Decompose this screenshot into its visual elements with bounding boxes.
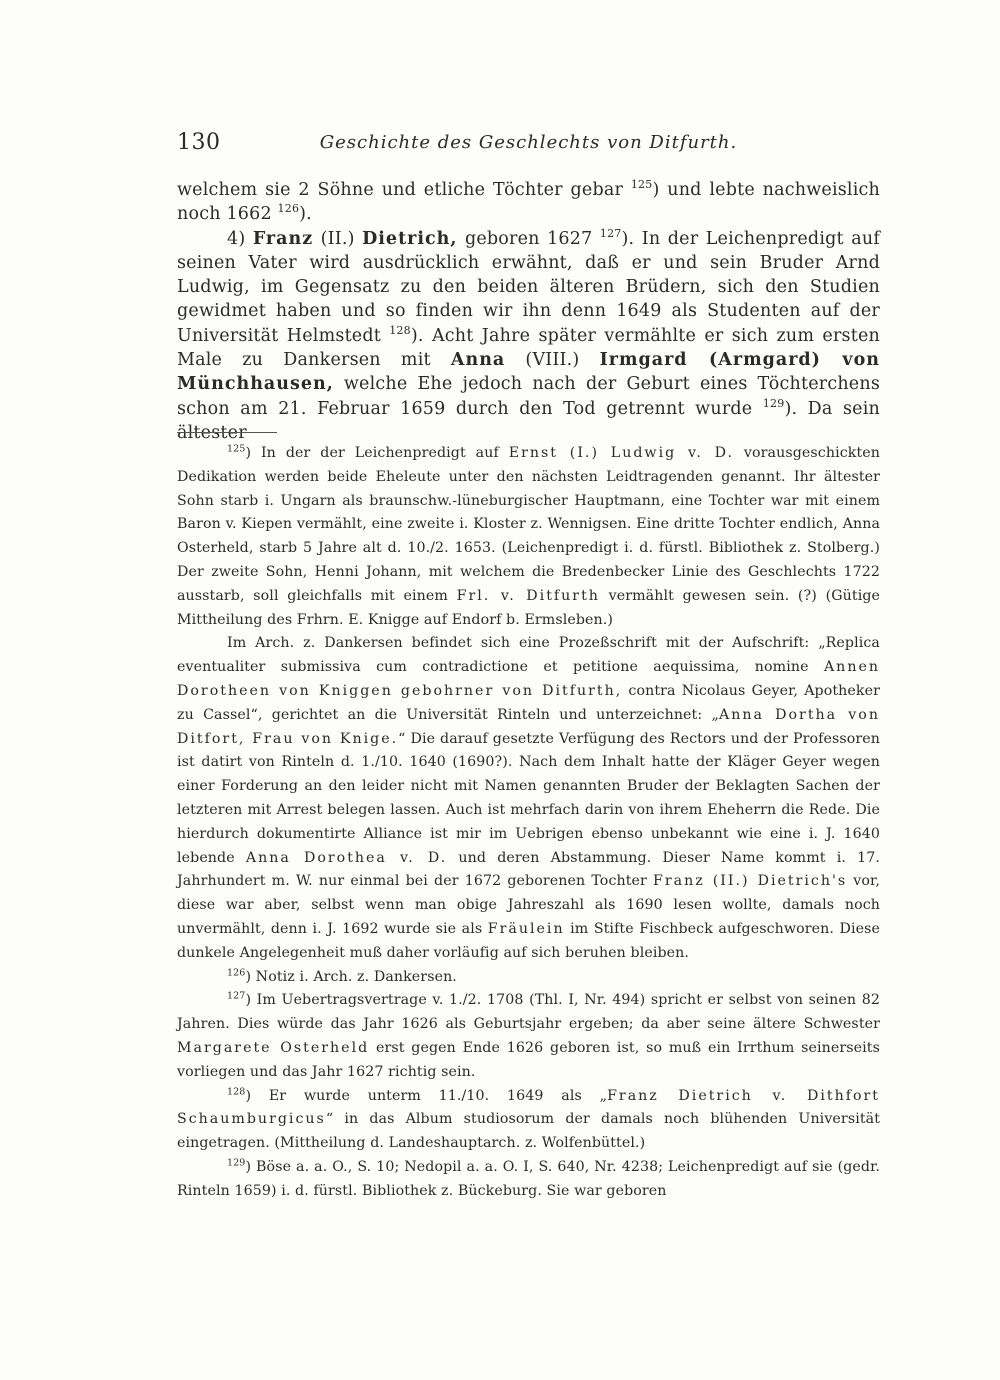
footnote-ref-125[interactable]: 125 (630, 178, 653, 192)
footnote-ref-127[interactable]: 127 (599, 226, 622, 240)
footnote-125-continued: Im Arch. z. Dankersen befindet sich eine Prozeßschrift mit der Aufschrift: „Replica eventualiter submissiva cum contradictione et petitione aequissima, nomine Annen Dorotheen von Kniggen gebohrner von Ditfurth, contra Nicolaus Geyer, Apotheker zu Cassel“, gerichtet an die Universität Rinteln und unterzeichnet: „Anna Dortha von Ditfort, Frau von Knige.“ Die darauf gesetzte Verfügung des Rectors und der Professoren ist datirt von Rinteln d. 1./10. 1640 (1690?). Nach dem Inhalt hatte der Kläger Geyer wegen einer Forderung an den leider nicht mit Namen genannten Bruder der Beklagten Sachen der letzteren mit Arrest belegen lassen. Auch ist mehrfach darin von ihrem Eheherrn die Rede. Die hierdurch dokumentirte Alliance ist mir im Uebrigen ebenso unbekannt wie eine i. J. 1640 lebende Anna Dorothea v. D. und deren Abstammung. Dieser Name kommt i. 17. Jahrhundert m. W. nur einmal bei der 1672 geborenen Tochter Franz (II.) Dietrich's vor, diese war aber, selbst wenn man obige Jahreszahl als 1690 lesen wollte, damals noch unvermählt, denn i. J. 1692 wurde sie als Fräulein im Stifte Fischbeck aufgeschworen. Diese dunkele Angelegenheit muß daher vorläufig auf sich beruhen bleiben. (177, 635, 880, 961)
footnote-126: $^{126}$) Notiz i. Arch. z. Dankersen. (227, 966, 457, 985)
footnote-ref-129[interactable]: 129 (762, 396, 785, 410)
page-number: 130 (177, 130, 221, 155)
person-name: Dietrich, (362, 228, 458, 249)
paragraph-continuation: welchem sie 2 Söhne und etliche Töchter gebar $^{125}$) und lebte nachweislich noch 1662 $^{126}$). (177, 178, 880, 225)
footnotes (177, 442, 880, 1204)
footnote-128: $^{128}$) Er wurde unterm 11./10. 1649 als „Franz Dietrich v. Dithfort Schaumburgicus“ in das Album studiosorum der damals noch blühenden Universität eingetragen. (Mittheilung d. Landeshauptarch. z. Wolfenbüttel.) (177, 1085, 880, 1152)
footnote-127: $^{127}$) Im Uebertragsvertrage v. 1./2. 1708 (Thl. I, Nr. 494) spricht er selbst von seinen 82 Jahren. Dies würde das Jahr 1626 als Geburtsjahr ergeben; da aber seine ältere Schwester Margarete Osterheld erst gegen Ende 1626 geboren ist, so muß ein Irrthum seinerseits vorliegen und das Jahr 1627 richtig sein. (177, 990, 880, 1080)
footnote-ref-126[interactable]: 126 (277, 202, 300, 216)
person-name: Anna (450, 350, 506, 371)
person-name: Irmgard (Armgard) von Münchhausen, (177, 350, 880, 395)
footnote-divider (177, 432, 277, 433)
main-text (177, 178, 880, 445)
page-header (177, 130, 880, 164)
footnote-129: $^{129}$) Böse a. a. O., S. 10; Nedopil a. a. O. I, S. 640, Nr. 4238; Leichenpredigt auf sie (gedr. Rinteln 1659) i. d. fürstl. Bibliothek z. Bückeburg. Sie war geboren (177, 1157, 880, 1199)
footnote-ref-128[interactable]: 128 (389, 323, 411, 337)
footnote-125: $^{125}$) In der der Leichenpredigt auf Ernst (I.) Ludwig v. D. vorausgeschickten Dedikation werden beide Eheleute unter den nächsten Leidtragenden genannt. Ihr ältester Sohn starb i. Ungarn als braunschw.-lüneburgischer Hauptmann, eine Tochter war mit einem Baron v. Kiepen vermählt, eine zweite i. Kloster z. Wennigsen. Eine dritte Tochter endlich, Anna Osterheld, starb 5 Jahre alt d. 10./2. 1653. (Leichenpredigt i. d. fürstl. Bibliothek z. Stolberg.) Der zweite Sohn, Henni Johann, mit welchem die Bredenbecker Linie des Geschlechts 1722 ausstarb, soll gleichfalls mit einem Frl. v. Ditfurth vermählt gewesen sein. (?) (Gütige Mittheilung des Frhrn. E. Knigge auf Endorf b. Ermsleben.) (177, 443, 881, 628)
person-name: Franz (252, 228, 314, 249)
running-head: Geschichte des Geschlechts von Ditfurth. (319, 132, 738, 153)
paragraph-franz-dietrich: 4) Franz (II.) Dietrich, geboren 1627 $^{127}$). In der Leichenpredigt auf seinen Vater wird ausdrücklich erwähnt, daß er und sein Bruder Arnd Ludwig, im Gegensatz zu den beiden älteren Brüdern, sich den Studien gewidmet haben und so finden wir ihn denn 1649 als Studenten auf der Universität Helmstedt $^{128}$). Acht Jahre später vermählte er sich zum ersten Male zu Dankersen mit Anna (VIII.) Irmgard (Armgard) von Münchhausen, welche Ehe jedoch nach der Geburt eines Töchterchens schon am 21. Februar 1659 durch den Tod getrennt wurde $^{129}$). Da sein ältester (177, 226, 881, 443)
